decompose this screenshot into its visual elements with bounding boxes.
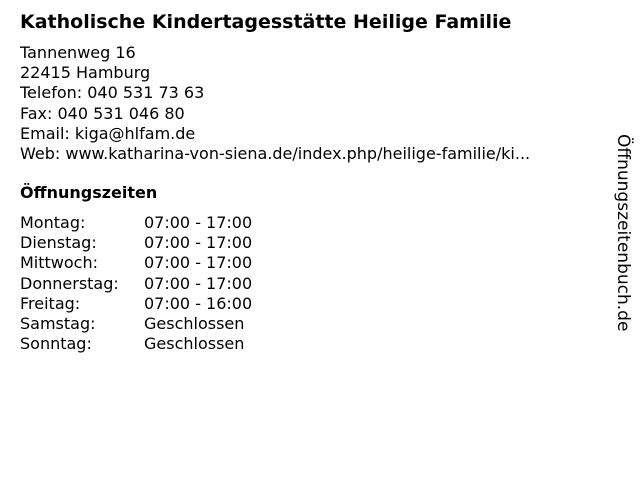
place-title: Katholische Kindertagesstätte Heilige Familie — [20, 11, 512, 33]
fax-line: Fax: 040 531 046 80 — [20, 103, 185, 123]
hours-time: 07:00 - 17:00 — [144, 213, 253, 232]
hours-day: Montag: — [20, 213, 86, 232]
hours-day: Donnerstag: — [20, 273, 119, 293]
hours-time: 07:00 - 17:00 — [144, 253, 253, 273]
hours-time: Geschlossen — [144, 314, 245, 334]
phone-line: Telefon: 040 531 73 63 — [20, 83, 205, 103]
hours-row-wednesday — [20, 253, 252, 273]
hours-day: Freitag: — [20, 293, 81, 313]
hours-row-sunday — [20, 334, 252, 354]
street-line: Tannenweg 16 — [20, 43, 136, 62]
address-block — [20, 43, 530, 164]
opening-hours-table — [20, 213, 252, 354]
hours-day: Samstag: — [20, 314, 96, 334]
hours-row-thursday — [20, 274, 252, 294]
hours-time: 07:00 - 16:00 — [144, 293, 253, 313]
opening-hours-heading: Öffnungszeiten — [20, 183, 158, 202]
hours-row-monday — [20, 213, 252, 233]
web-line: Web: www.katharina-von-siena.de/index.php/heilige-familie/ki... — [20, 144, 531, 164]
hours-day: Sonntag: — [20, 334, 92, 354]
hours-row-friday — [20, 294, 252, 314]
hours-day: Dienstag: — [20, 233, 97, 253]
hours-row-tuesday — [20, 233, 252, 253]
hours-row-saturday — [20, 314, 252, 334]
hours-time: Geschlossen — [144, 334, 245, 354]
site-brand-label: Öffnungszeitenbuch.de — [613, 134, 633, 332]
hours-day: Mittwoch: — [20, 253, 98, 273]
email-line: Email: kiga@hlfam.de — [20, 123, 196, 143]
hours-time: 07:00 - 17:00 — [144, 273, 253, 293]
hours-time: 07:00 - 17:00 — [144, 233, 253, 253]
city-line: 22415 Hamburg — [20, 63, 151, 83]
